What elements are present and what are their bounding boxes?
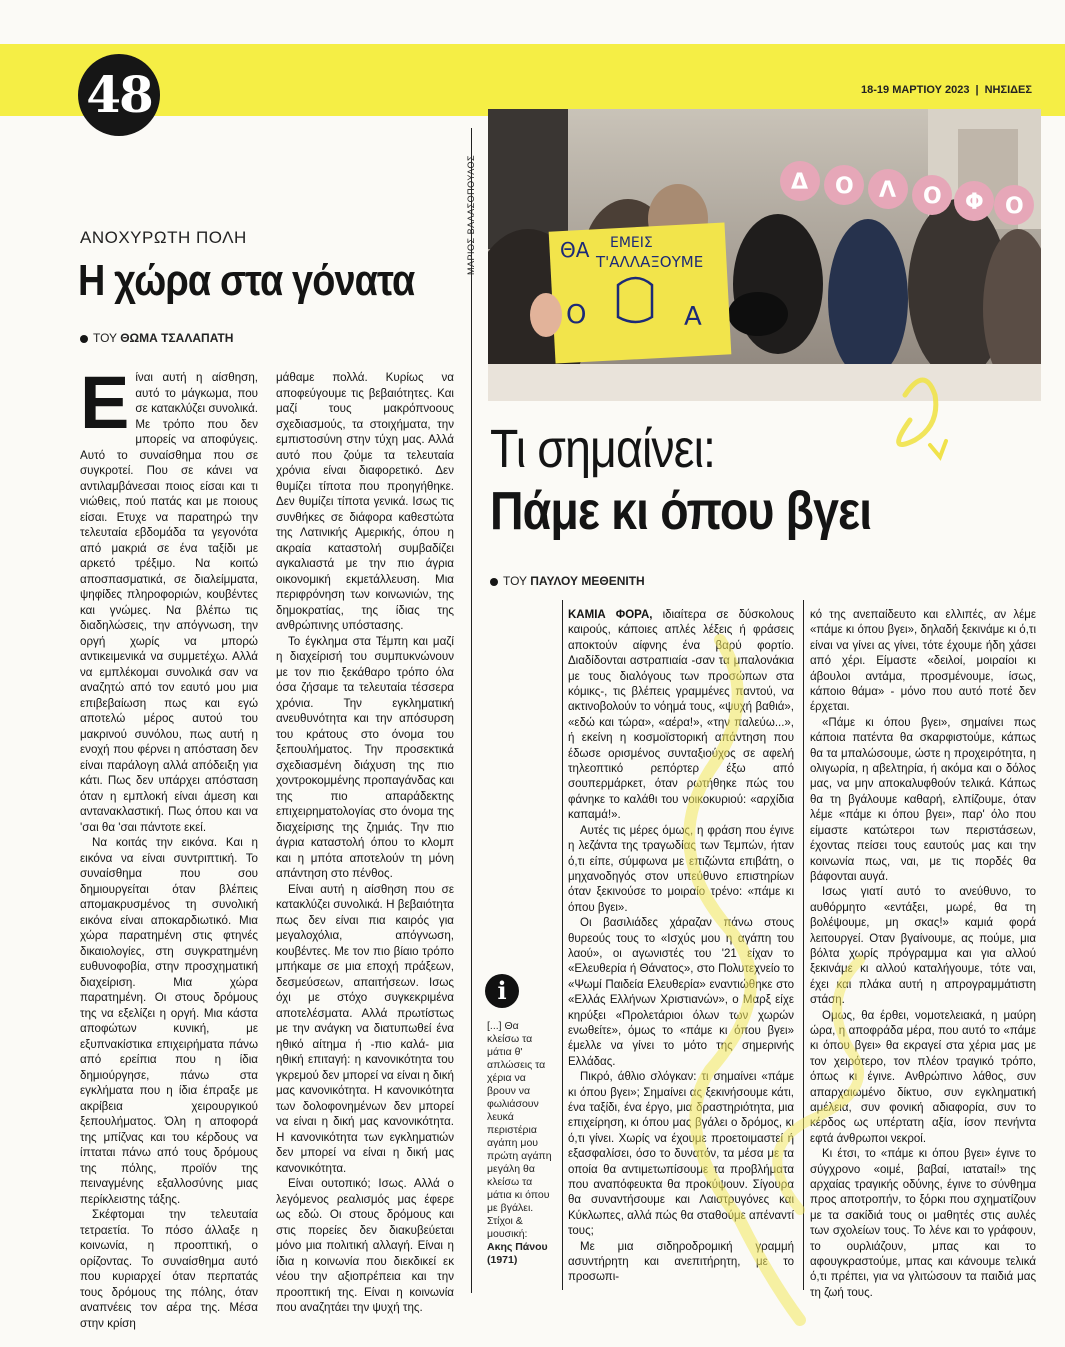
article1-column-1 <box>80 361 258 1331</box>
song-verse-box <box>487 1020 553 1267</box>
paragraph: Είναι αυτή η αίσθηση, αυτό το μάγκωμα, που σε κατακλύζει συνολικά. Με τρόπο που δεν μπορείς να αποφύγεις. Αυτό το συναίσθημα που σε συγκροτεί. Που σε κάνει να αντιλαμβάνεσαι ποιος είσαι και τι νιώθεις, πού πατάς και με ποιους είσαι. Ετυχε να παρατηρώ την τελευταία εβδομάδα τα γεγονότα από μακριά σε ένα ταξίδι με αρκετό τρέξιμο. Να κοιτώ αποσπασματικά, σε διαλείμματα, ψηφίδες πληροφοριών, κουβέντες και γνώμες. Να βλέπω τις διαδηλώσεις, την απόγνωση, την οργή χωρίς να μπορώ αντικειμενικά να συμμετέχω. Αλλά να εμπλέκομαι συνολικά σαν να αναζητώ από τον εαυτό μου μια επιβεβαίωση πως και εγώ αποτελώ μέρος αυτού του μακρινού συνόλου, πως αυτή η ενοχή που φέρνει η απόσταση δεν είναι παράλογη αλλά απόδειξη για κάτι. Πως δεν υπάρχει απόσταση όταν η εμπλοκή είναι άμεση και αντανακλαστική. Πως όπου και να 'σαι θα 'σαι πάντοτε εκεί. <box>80 361 258 834</box>
photo-credit: ΜΑΡΙΟΣ ΒΑΛΑΣΟΠΟΥΛΟΣ <box>466 154 476 275</box>
article2-byline: ΤΟΥ ΠΑΥΛΟΥ ΜΕΘΕΝΙΤΗ <box>490 574 645 588</box>
sign-text-2: ΕΜΕΙΣ <box>610 235 653 251</box>
paragraph: Ομως, θα έρθει, νομοτελειακά, η μαύρη ώρα, η αποφράδα μέρα, που αυτό το «πάμε κι όπου βγει» θα εκραγεί στα χέρια μας με τον χειρότερο, τον πλέον τραγικό τρόπο, όπως κι έγινε. Ανθρώπινο λάθος, συν απαρχαιωμένο δίκτυο, συν εγκληματική αμέλεια, συν φονική αδιαφορία, συν το κέρδος ως υπέρτατη αξία, ίσον πενήντα εφτά άνθρωποι νεκροί. <box>810 1009 1036 1145</box>
banner-letter: Λ <box>879 178 897 203</box>
paragraph: «Πάμε κι όπου βγει», σημαίνει πως κάποια πατέντα θα σκαρφιστούμε, κάπως θα τα μπαλώσουμε, ώστε η προχειρότητα, η ολιγωρία, η αβελτηρία, ή ακόμα και ο δόλος μας, να μην αποκαλυφθούν τελικά. Κάπως θα τη βγάλουμε καθαρή, ελπίζουμε, όταν λέμε «πάμε κι όπου βγει», παρ' όλο που είμαστε κατώτεροι των περιστάσεων, έχοντας πείσει τους εαυτούς μας και την κοινωνία πως, ναι, με τις πορδές θα βάφονται αυγά. <box>810 716 1036 883</box>
paragraph: Με μια σιδηροδρομική γραμμή ασυντήρητη και ανεπιτήρητη, με το προσωπι- <box>568 1240 794 1284</box>
article2-title-line2: Πάμε κι όπου βγει <box>490 481 872 541</box>
paragraph: Σκέφτομαι την τελευταία τετραετία. Το πόσο άλλαξε η κοινωνία, η προοπτική, ο ορίζοντας. Το συναίσθημα αυτό που κυριαρχεί όταν περπατάς τους δρόμους της πόλης, όταν αναπνέεις τον αέρα της. Μέσα στην κρίση <box>80 1208 258 1330</box>
paragraph: Κι έτσι, το «πάμε κι όπου βγει» έγινε το σύγχρονο «οιμέ, βαβαί, ιατατaί!» της αρχαίας τραγικής οδύνης, έγινε το σύνθημα προς αποτροπήν, το ξόρκι που σχηματίζουν με τα σακίδιά τους οι μαθητές στις αυλές των σχολείων τους. Το λένε και το γράφουν, το ουρλιάζουν, μπας και το αφουγκραστούμε, μπας και κάνουμε τελικά ό,τι πρέπει, για να γλιτώσουν τα παιδιά μας τη ζωή τους. <box>810 1148 1036 1299</box>
paragraph: Είναι αυτή η αίσθηση που σε κατακλύζει συνολικά. Η βεβαιότητα πως δεν είναι πια καιρός για μεγαλοχόλια, απόγνωση, κουβέντες. Με τον πιο βίαιο τρόπο μπήκαμε σε μια εποχή πράξεων, δεσμεύσεων, απαιτήσεων. Ισως όχι με στόχο συγκεκριμένα αποτελέσματα. Αλλά πρωτίστως με την ανάγκη να διατυπωθεί ένα ηθικό αίτημα ή -πιο καλά- μια ηθική επιταγή: η κανονικότητα του γκρεμού δεν μπορεί να είναι η δική μας κανονικότητα. Η κανονικότητα των δολοφονημένων δεν μπορεί να είναι η δική μας κανονικότητα. Η κανονικότητα των εγκληματιών δεν μπορεί να είναι η δική μας κανονικότητα. <box>276 882 454 1175</box>
protest-photo-illustration <box>488 109 1041 401</box>
banner-letter: Ο <box>923 184 942 209</box>
header-band <box>0 44 1065 116</box>
bullet-icon <box>80 335 88 343</box>
sign-text-5: Α <box>684 302 702 332</box>
banner-letter: Ο <box>1005 194 1024 219</box>
paragraph: ΚΑΜΙΑ ΦΟΡΑ, ιδιαίτερα σε δύσκολους καιρούς, κάποιες απλές λέξεις ή φράσεις αποκτούν αίφνης ένα βαρύ φορτίο. Διαδίδονται αστραπιαία -σαν τα μπαλονάκια με τους διαλόγους των προσώπων στα κόμικς-, τις βλέπεις γραμμένες παντού, να ακτινοβολούν το νόημά τους, «ψυχή βαθιά», «εδώ και τώρα», «αέρα!», «την παλεύω...», ή εκείνη η κοσμοϊστορική απάντηση που έδωσε ορισμένος συνταξιούχος σε αφελή τηλεοπτικό ρεπόρτερ έξω από σουπερμάρκετ, όταν ρωτήθηκε πώς του φάνηκε το καλάθι του νοικοκυριού: «αρχίδια καπαμά!». <box>568 609 794 822</box>
sign-text-3: Τ'ΑΛΛΑΞΟΥΜΕ <box>596 253 704 271</box>
article2-author: ΠΑΥΛΟΥ ΜΕΘΕΝΙΤΗ <box>530 574 645 588</box>
page-number: 48 <box>78 54 160 136</box>
paragraph: κό της ανεπαίδευτο και ελλιπές, αν λέμε «πάμε κι όπου βγει», δηλαδή ξεκινάμε κι ό,τι είναι να γίνει ας γίνει, τότε έχουμε ήδη χάσει από χέρι. Είμαστε «δειλοί, μοιραίοι κι άβουλοι αντάμα, προσμένουμε, ίσως, κάποιο θάμα» - μόνο που αυτό ποτέ δεν έρχεται. <box>810 609 1036 714</box>
lead-in: ΚΑΜΙΑ ΦΟΡΑ, <box>568 609 653 621</box>
paragraph: Αυτές τις μέρες όμως, η φράση που έγινε η λεζάντα της τραγωδίας των Τεμπών, ήταν ό,τι είπε, σύμφωνα με επιζώντα επιβάτη, ο μηχανοδηγός στον υπεύθυνο επιστηρίων όταν ξεκινούσε το μοιραίο τρένο: «πάμε κι όπου βγει». <box>568 824 794 914</box>
banner-letter: Δ <box>791 170 809 195</box>
article1-author: ΘΩΜΑ ΤΣΑΛΑΠΑΤΗ <box>120 331 234 345</box>
sign-text-4: Ο <box>566 300 587 330</box>
protest-photo <box>488 109 1041 401</box>
article2-title-line1: Τι σημαίνει: <box>490 419 716 479</box>
info-icon: i <box>485 974 519 1008</box>
sign-text-1: ΘΑ <box>560 238 590 262</box>
article1-kicker: ΑΝΟΧΥΡΩΤΗ ΠΟΛΗ <box>80 228 247 247</box>
paragraph: Είναι ουτοπικό; Ισως. Αλλά ο λεγόμενος ρεαλισμός μας έφερε ως εδώ. Οι στους δρόμους και στις πορείες δεν διακυβεύεται μόνο μια πολιτική αλλαγή. Είναι η ίδια η κοινωνία που διεκδικεί εκ νέου την αξιοπρέπεια και την προοπτική της. Είναι η κοινωνία που αναζητάει την ψυχή της. <box>276 1177 454 1314</box>
dropcap: Ε <box>80 361 130 444</box>
article1-column-2 <box>276 370 454 1316</box>
banner-letter: Φ <box>965 190 984 215</box>
song-verse: [...] Θα κλείσω τα μάτια θ' απλώσεις τα χέρια να βρουν να φωλιάσουν λευκά περιστέρια αγάπη μου πρώτη αγάπη μεγάλη θα κλείσω τα μάτια κι όπου με βγάλει. <box>487 1020 552 1214</box>
paragraph: Οι βασιλιάδες χάραζαν πάνω στους θυρεούς τους το «Ισχύς μου η αγάπη του λαού», οι αγωνιστές του '21 είχαν το «Ελευθερία ή Θάνατος», στο Πολυτεχνείο το «Ψωμί Παιδεία Ελευθερία» εναντιώθηκε στο «Ελλάς Ελλήνων Χριστιανών», ο Μαρξ είχε κηρύξει «Προλετάριοι όλων των χωρών ενωθείτε», όμως το «πάμε κι όπου βγει» έμελλε να γίνει το μότο της σημερινής Ελλάδας. <box>568 917 794 1068</box>
protest-sign <box>549 222 732 363</box>
issue-date: 18-19 ΜΑΡΤΙΟΥ 2023 <box>861 84 970 96</box>
article1-title: Η χώρα στα γόνατα <box>78 256 415 305</box>
column-divider <box>803 600 804 1290</box>
song-author: Ακης Πάνου <box>487 1241 548 1253</box>
section-name: ΝΗΣΙΔΕΣ <box>984 84 1032 96</box>
song-year: (1971) <box>487 1254 518 1266</box>
paragraph: Ισως γιατί αυτό το ανεύθυνο, το αυθόρμητο «εντάξει, μωρέ, θα τη βολέψουμε, μη σκας!» καμιά φορά λειτουργεί. Οταν βγαίνουμε, ας πούμε, μια βόλτα χωρίς πρόγραμμα και για αλλού ξεκινάμε κι αλλού καταλήγουμε, τότε ναι, έχει και πλάκα αυτή η απρογραμμάτιστη στάση. <box>810 886 1036 1007</box>
paragraph: μάθαμε πολλά. Κυρίως να αποφεύγουμε τις βεβαιότητες. Και μαζί τους μακρόπνοους σχεδιασμούς, τα στοιχήματα, την εμπιστοσύνη στην τύχη μας. Αλλά αυτό που ζούμε τα τελευταία χρόνια είναι διαφορετικό. Δεν θυμίζει τίποτα που προηγήθηκε. Δεν θυμίζει τίποτα γενικά. Ισως τις συνθήκες σε διάφορα καθεστώτα της Λατινικής Αμερικής, όπου η ακραία καταστολή συμβαδίζει αγκαλιαστά με την πιο άγρια οικονομική εκμετάλλευση. Μια περιφρόνηση των κοινωνιών, της δημοκρατίας, της ίδιας της ανθρώπινης υπόστασης. <box>276 371 454 632</box>
article1-byline: ΤΟΥ ΘΩΜΑ ΤΣΑΛΑΠΑΤΗ <box>80 331 233 345</box>
paragraph: Πικρό, άθλιο σλόγκαν: τι σημαίνει «πάμε κι όπου βγει»; Σημαίνει ας ξεκινήσουμε κάτι, ένα ταξίδι, ένα έργο, μια δραστηριότητα, μια επιχείρηση, κι όπου μας βγάλει ο δρόμος, κι ό,τι γίνει. Χωρίς να έχουμε προετοιμαστεί ή εξασφαλίσει, όσο το δυνατόν, τα μέσα με τα οποία θα αντιμετωπίσουμε τα προβλήματα που αναπόφευκτα θα προκύψουν. Σίγουρα θα συναντήσουμε και Λαιστρυγόνες και Κύκλωπες, αλλά πώς θα σταθούμε απέναντί τους; <box>568 1071 794 1238</box>
bullet-icon <box>490 578 498 586</box>
song-credit-label: Στίχοι & μουσική: <box>487 1215 528 1240</box>
column-divider <box>562 600 563 1290</box>
article2-column-2 <box>810 608 1036 1301</box>
paragraph: Να κοιτάς την εικόνα. Και η εικόνα να είναι συντριπτική. Το συναίσθημα που σου δημιουργείται όταν βλέπεις απομακρυσμένος τη συνολική εικόνα είναι αποκαρδιωτικό. Μια χώρα παρατημένη στις φτηνές δικαιολογίες, στη συγκρατημένη ευθυνοφοβία, στην προσχηματική διαχείριση. Μια χώρα παρατημένη. Οι στους δρόμους της να εξελίζει η οργή. Μια κάστα αποφώτων κυνική, με εξυπνακίστικα επιχειρήματα πάνω από ερείπια που η ίδια δημιούργησε, πάνω στα εγκλήματα που η ίδια έπραξε με ακρίβεια χειρουργικού ξεπουλήματος. Όλη η αποφορά της μπίζνας και του κέρδους να ίπταται πάνω από τους δρόμους της πόλης, προϊόν της πειναγμένης εξαλλοσύνης μιας περίκλειστης τάξης. <box>80 836 258 1206</box>
dateline: 18-19 ΜΑΡΤΙΟΥ 2023 | ΝΗΣΙΔΕΣ <box>861 84 1032 96</box>
column-divider <box>471 128 472 1293</box>
hand <box>530 293 562 337</box>
banner-letter: Ο <box>835 174 854 199</box>
article2-column-1 <box>568 608 794 1286</box>
paragraph: Το έγκλημα στα Τέμπη και μαζί η διαχείρισή του συμπυκνώνουν με τον πιο ξεκάθαρο τρόπο όλα όσα ζήσαμε τα τελευταία τέσσερα χρόνια. Την εγκληματική ανευθυνότητα και την απόσυρση του κράτους στο όνομα του ξεπουλήματος. Την προσεκτικά σχεδιασμένη διάχυση της πιο χοντροκομμένης προπαγάνδας και της πιο απαράδεκτης επιχειρηματολογίας στο όνομα της διαχείρισης της ζημιάς. Την πιο άγρια καταστολή όπου το κλομπ και η μπότα αποτελούν τη μόνη απάντηση στο πένθος. <box>276 634 454 880</box>
